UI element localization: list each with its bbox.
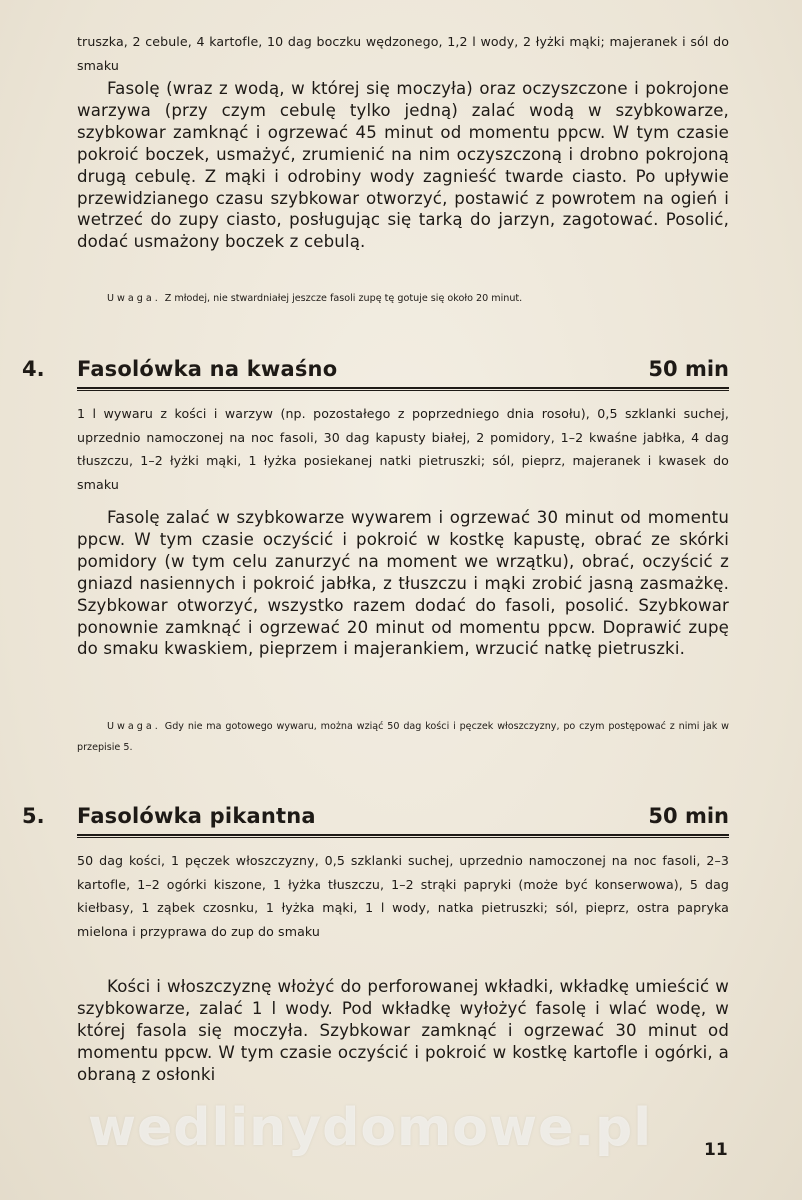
recipe-5-instructions (77, 976, 729, 1086)
top-note-text: Z młodej, nie stwardniałej jeszcze fasoli zupę tę gotuje się około 20 minut. (164, 293, 523, 304)
recipe-5-number: 5. (22, 804, 45, 828)
recipe-4-title-rule (77, 387, 729, 391)
recipe-5-title-rule (77, 834, 729, 838)
recipe-4-title: Fasolówka na kwaśno (77, 357, 338, 381)
top-note (77, 288, 729, 309)
watermark: wedlinydomowe.pl (88, 1098, 653, 1158)
recipe-5-title: Fasolówka pikantna (77, 804, 316, 828)
recipe-5-time: 50 min (648, 804, 729, 828)
top-ingredients: truszka, 2 cebule, 4 kartofle, 10 dag boczku wędzonego, 1,2 l wody, 2 łyżki mąki; majeranek i sól do smaku (77, 34, 729, 73)
recipe-5-header (22, 804, 729, 844)
recipe-4-number: 4. (22, 357, 45, 381)
recipe-4-note-text: Gdy nie ma gotowego wywaru, można wziąć 50 dag kości i pęczek włoszczyzny, po czym postępować z nimi jak w przepisie 5. (77, 721, 729, 753)
recipe-4-instructions-text: Fasolę zalać w szybkowarze wywarem i ogrzewać 30 minut od momentu ppcw. W tym czasie oczyścić i pokroić w kostkę kapustę, obrać ze skórki pomidory (w tym celu zanurzyć na moment we wrzątku), obrać, oczyścić z gniazd nasiennych i pokroić jabłka, z tłuszczu i mąki zrobić jasną zasmażkę. Szybkowar otworzyć, wszystko razem dodać do fasoli, posolić. Szybkowar ponownie zamknąć i ogrzewać 20 minut od momentu ppcw. Doprawić zupę do smaku kwaskiem, pieprzem i majerankiem, wrzucić natkę pietruszki. (77, 508, 729, 659)
recipe-4-ingredients: 1 l wywaru z kości i warzyw (np. pozostałego z poprzedniego dnia rosołu), 0,5 szklanki suchej, uprzednio namoczonej na noc fasoli, 30 dag kapusty białej, 2 pomidory, 1–2 kwaśne jabłka, 4 dag tłuszczu, 1–2 łyżki mąki, 1 łyżka posiekanej natki pietruszki; sól, pieprz, majeranek i kwasek do smaku (77, 406, 729, 492)
recipe-5-ingredients: 50 dag kości, 1 pęczek włoszczyzny, 0,5 szklanki suchej, uprzednio namoczonej na noc fasoli, 2–3 kartofle, 1–2 ogórki kiszone, 1 łyżka tłuszczu, 1–2 strąki papryki (może być konserwowa), 5 dag kiełbasy, 1 ząbek czosnku, 1 łyżka mąki, 1 l wody, natka pietruszki; sól, pieprz, ostra papryka mielona i przyprawa do zup do smaku (77, 853, 729, 939)
recipe-4-header (22, 357, 729, 397)
recipe-4-note-label: Uwaga. (107, 721, 161, 732)
recipe-4-time: 50 min (648, 357, 729, 381)
top-instructions-text: Fasolę (wraz z wodą, w której się moczyła) oraz oczyszczone i pokrojone warzywa (przy czym cebulę tylko jedną) zalać wodą w szybkowarze, szybkowar zamknąć i ogrzewać 45 minut od momentu ppcw. W tym czasie pokroić boczek, usmażyć, zrumienić na nim oczyszczoną i drobno pokrojoną drugą cebulę. Z mąki i odrobiny wody zagnieść twarde ciasto. Po upływie przewidzianego czasu szybkowar otworzyć, postawić z powrotem na ogień i wetrzeć do zupy ciasto, posługując się tarką do jarzyn, zagotować. Posolić, dodać usmażony boczek z cebulą. (77, 79, 729, 252)
recipe-4-instructions (77, 507, 729, 660)
top-note-label: Uwaga. (107, 293, 161, 304)
top-instructions (77, 78, 729, 253)
recipe-4-note (77, 716, 729, 758)
recipe-5-instructions-text: Kości i włoszczyznę włożyć do perforowanej wkładki, wkładkę umieścić w szybkowarze, zalać 1 l wody. Pod wkładkę wyłożyć fasolę i wlać wodę, w której fasola się moczyła. Szybkowar zamknąć i ogrzewać 30 minut od momentu ppcw. W tym czasie oczyścić i pokroić w kostkę kartofle i ogórki, a obraną z osłonki (77, 977, 729, 1084)
page-number: 11 (704, 1140, 728, 1160)
